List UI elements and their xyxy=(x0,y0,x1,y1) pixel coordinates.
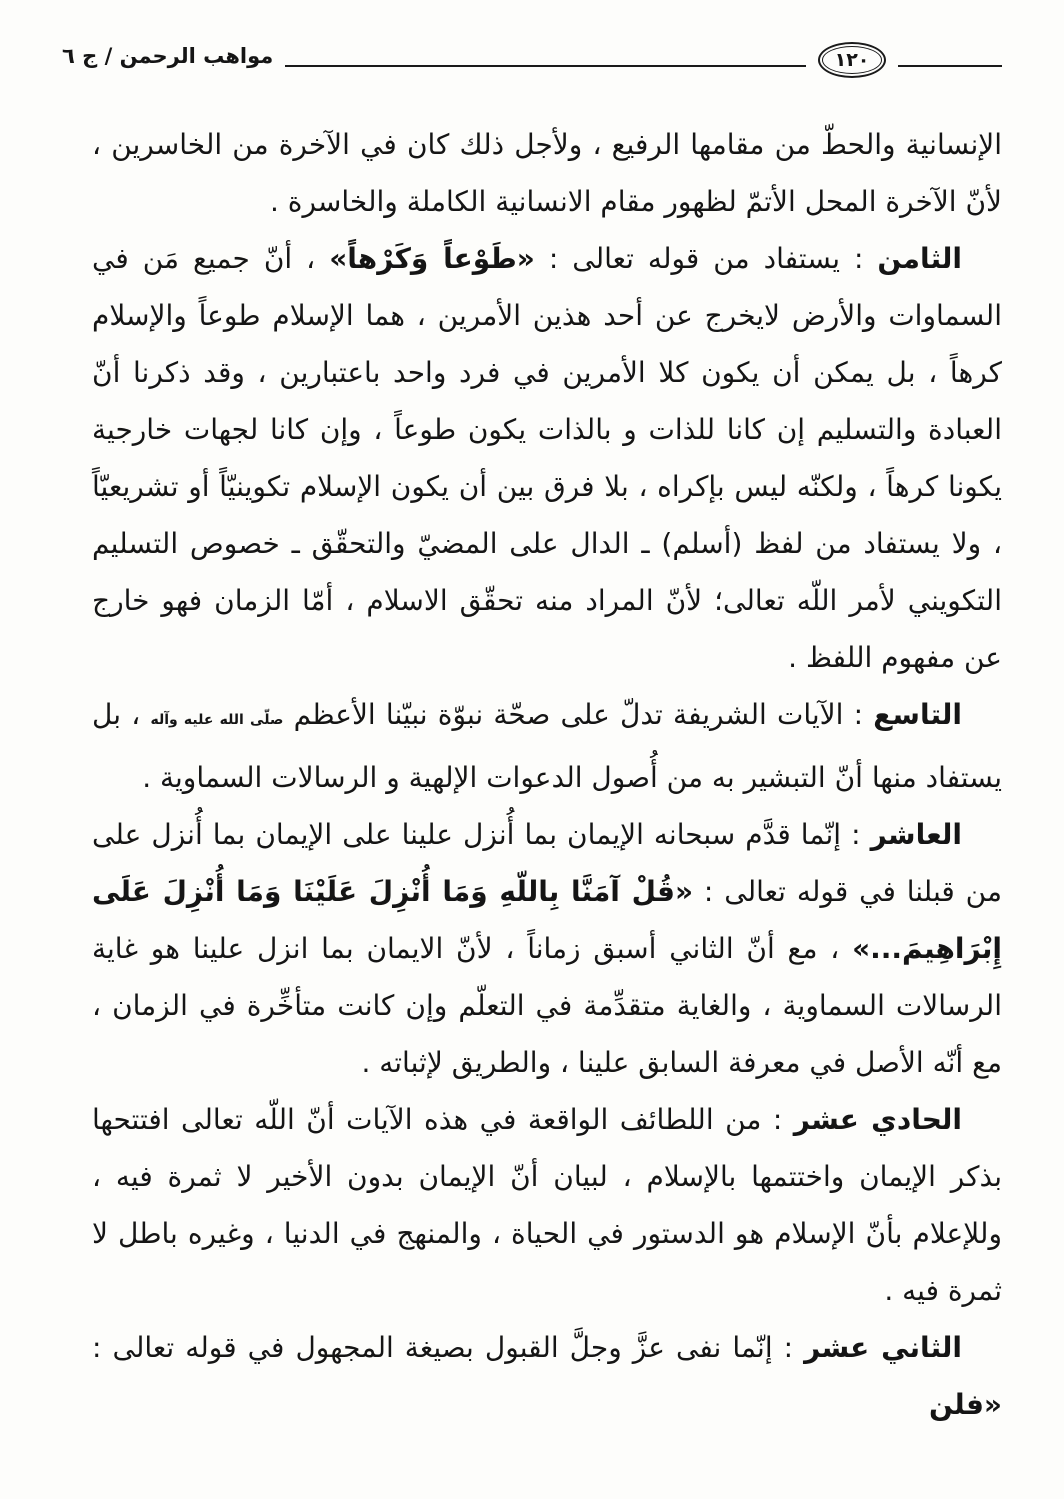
paragraph xyxy=(92,686,1002,806)
quran-quote: «فلن xyxy=(928,1388,1002,1421)
page-body xyxy=(92,116,1002,1433)
quran-quote: «طَوْعاً وَكَرْهاً» xyxy=(329,242,535,275)
paragraph-text: : يستفاد من قوله تعالى : xyxy=(534,242,878,275)
paragraph-text: : من اللطائف الواقعة في هذه الآيات أنّ اللّه تعالى افتتحها بذكر الإيمان واختتمها بالإسلام ، لبيان أنّ الإيمان بدون الأخير لا ثمرة فيه ، وللإعلام بأنّ الإسلام هو الدستور في الحياة ، والمنهج في الدنيا ، وغيره باطل لا ثمرة فيه . xyxy=(92,1103,1002,1307)
paragraph xyxy=(92,1319,1002,1433)
paragraph-text: : الآيات الشريفة تدلّ على صحّة نبوّة نبيّنا الأعظم xyxy=(283,698,874,731)
page-number-oval xyxy=(818,42,886,78)
paragraph xyxy=(92,230,1002,686)
honorific-mark: صلّى الله عليه وآله xyxy=(150,712,284,728)
paragraph-text: : إنّما نفى عزَّ وجلَّ القبول بصيغة المجهول في قوله تعالى : xyxy=(92,1331,805,1364)
paragraph-text: الإنسانية والحطّ من مقامها الرفيع ، ولأجل ذلك كان في الآخرة من الخاسرين ، لأنّ الآخرة المحل الأتمّ لظهور مقام الانسانية الكاملة والخاسرة . xyxy=(92,128,1002,218)
paragraph-lead: العاشر xyxy=(870,818,962,851)
book-title: مواهب الرحمن / ج ٦ xyxy=(62,44,274,68)
paragraph-text: ، بل يستفاد منها أنّ التبشير به من أُصول الدعوات الإلهية و الرسالات السماوية . xyxy=(92,698,1002,794)
paragraph-lead: الثامن xyxy=(877,242,962,275)
paragraph-lead: التاسع xyxy=(873,698,962,731)
paragraph-lead: الثاني عشر xyxy=(804,1331,963,1364)
paragraph-lead: الحادي عشر xyxy=(793,1103,962,1136)
paragraph-text: ، مع أنّ الثاني أسبق زماناً ، لأنّ الايمان بما انزل علينا هو غاية الرسالات السماوية ، والغاية متقدِّمة في التعلّم وإن كانت متأخِّرة في الزمان ، مع أنّه الأصل في معرفة السابق علينا ، والطريق لإثباته . xyxy=(92,932,1002,1079)
page-header xyxy=(0,0,1064,78)
paragraph xyxy=(92,806,1002,1091)
paragraph-text: : إنّما قدَّم سبحانه الإيمان بما أُنزل علينا على الإيمان بما أُنزل على من قبلنا في قوله تعالى : xyxy=(92,818,1002,908)
page-number: ١٢٠ xyxy=(822,46,882,74)
header-rule xyxy=(285,65,806,67)
header-rule-end xyxy=(898,65,1002,67)
paragraph xyxy=(92,1091,1002,1319)
quran-quote: «قُلْ آمَنَّا بِاللّهِ وَمَا أُنْزِلَ عَلَيْنَا وَمَا أُنْزِلَ عَلَى إِبْرَاهِيمَ...» xyxy=(92,875,1002,965)
paragraph xyxy=(92,116,1002,230)
paragraph-text: ، أنّ جميع مَن في السماوات والأرض لايخرج عن أحد هذين الأمرين ، هما الإسلام طوعاً والإسلام كرهاً ، بل يمكن أن يكون كلا الأمرين في فرد واحد باعتبارين ، وقد ذكرنا أنّ العبادة والتسليم إن كانا للذات و بالذات يكون طوعاً ، وإن كانا لجهات خارجية يكونا كرهاً ، ولكنّه ليس بإكراه ، بلا فرق بين أن يكون الإسلام تكوينيّاً أو تشريعيّاً ، ولا يستفاد من لفظ (أسلم) ـ الدال على المضيّ والتحقّق ـ خصوص التسليم التكويني لأمر اللّه تعالى؛ لأنّ المراد منه تحقّق الاسلام ، أمّا الزمان فهو خارج عن مفهوم اللفظ . xyxy=(92,242,1002,674)
